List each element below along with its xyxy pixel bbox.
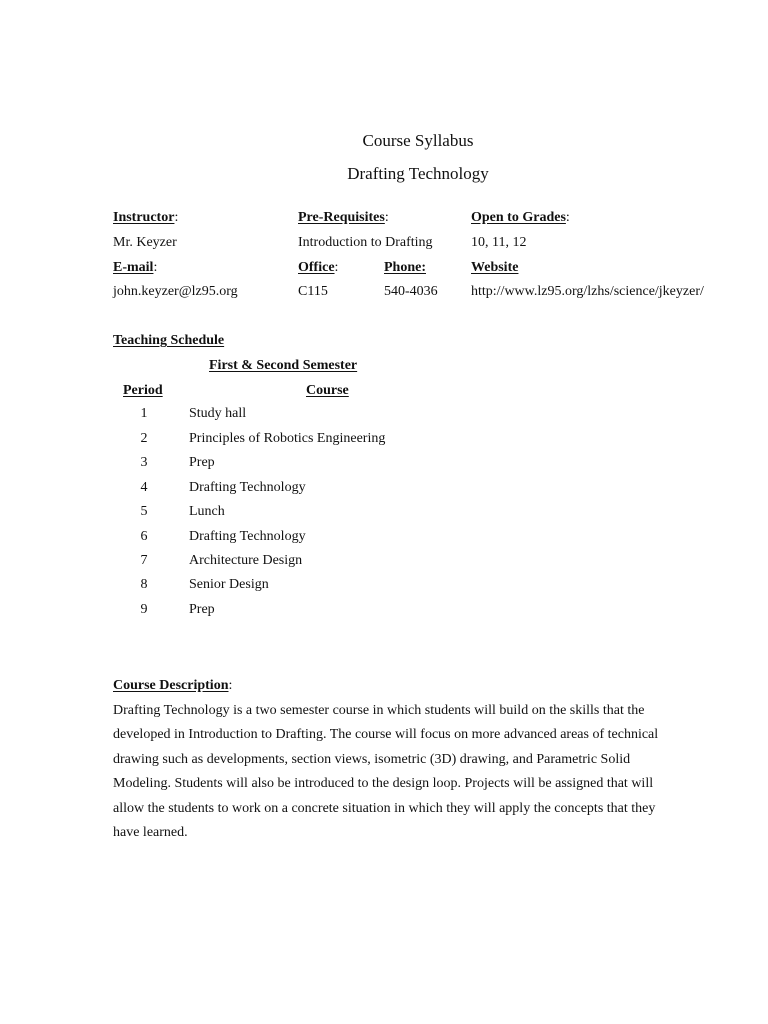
- description-line: drawing such as developments, section views, isometric (3D) drawing, and Parametric Solid: [113, 751, 631, 767]
- description-line: have learned.: [113, 825, 188, 840]
- semester-heading: First & Second Semester: [209, 358, 358, 373]
- phone-value: 540-4036: [384, 284, 438, 299]
- period-number: 2: [140, 431, 148, 446]
- course-name: Senior Design: [189, 577, 269, 592]
- course-column-header: Course: [306, 383, 349, 398]
- period-number: 7: [140, 553, 148, 568]
- course-name: Drafting Technology: [189, 529, 306, 544]
- course-name: Study hall: [189, 406, 247, 421]
- email-value[interactable]: john.keyzer@lz95.org: [113, 284, 238, 299]
- description-line: allow the students to work on a concrete situation in which they will apply the concepts that they: [113, 800, 656, 816]
- course-name: Prep: [189, 455, 215, 470]
- office-value: C115: [298, 284, 328, 299]
- course-name: Drafting Technology: [189, 480, 306, 495]
- course-name: Prep: [189, 602, 215, 617]
- period-number: 9: [140, 602, 148, 617]
- instructor-label: Instructor:: [113, 210, 179, 225]
- grades-value: 10, 11, 12: [471, 235, 527, 250]
- period-number: 5: [140, 504, 148, 519]
- email-label: E-mail:: [113, 260, 158, 275]
- course-name: Lunch: [189, 504, 225, 519]
- description-line: Modeling. Students will also be introduced to the design loop. Projects will be assigned that will: [113, 776, 654, 791]
- period-column-header: Period: [123, 383, 163, 398]
- period-number: 1: [140, 406, 148, 421]
- prereq-value: Introduction to Drafting: [298, 235, 433, 250]
- period-number: 8: [140, 577, 148, 592]
- office-label: Office:: [298, 260, 339, 275]
- course-name: Principles of Robotics Engineering: [189, 431, 386, 446]
- description-heading: Course Description:: [113, 678, 233, 693]
- instructor-value: Mr. Keyzer: [113, 235, 177, 250]
- website-link[interactable]: http://www.lz95.org/lzhs/science/jkeyzer/: [471, 284, 704, 299]
- phone-label: Phone:: [384, 260, 426, 275]
- course-description: [113, 674, 713, 846]
- grades-label: Open to Grades:: [471, 210, 570, 225]
- period-number: 6: [140, 529, 148, 544]
- schedule-heading: Teaching Schedule: [113, 333, 225, 348]
- course-title: Drafting Technology: [347, 164, 489, 183]
- period-number: 3: [140, 455, 148, 470]
- description-line: Drafting Technology is a two semester course in which students will build on the skills that the: [113, 702, 645, 718]
- prereq-label: Pre-Requisites:: [298, 210, 389, 225]
- website-label: Website: [471, 260, 519, 275]
- page-title: Course Syllabus: [362, 131, 474, 150]
- course-name: Architecture Design: [189, 553, 303, 568]
- description-line: developed in Introduction to Drafting. The course will focus on more advanced areas of technical: [113, 727, 659, 742]
- period-number: 4: [140, 480, 148, 495]
